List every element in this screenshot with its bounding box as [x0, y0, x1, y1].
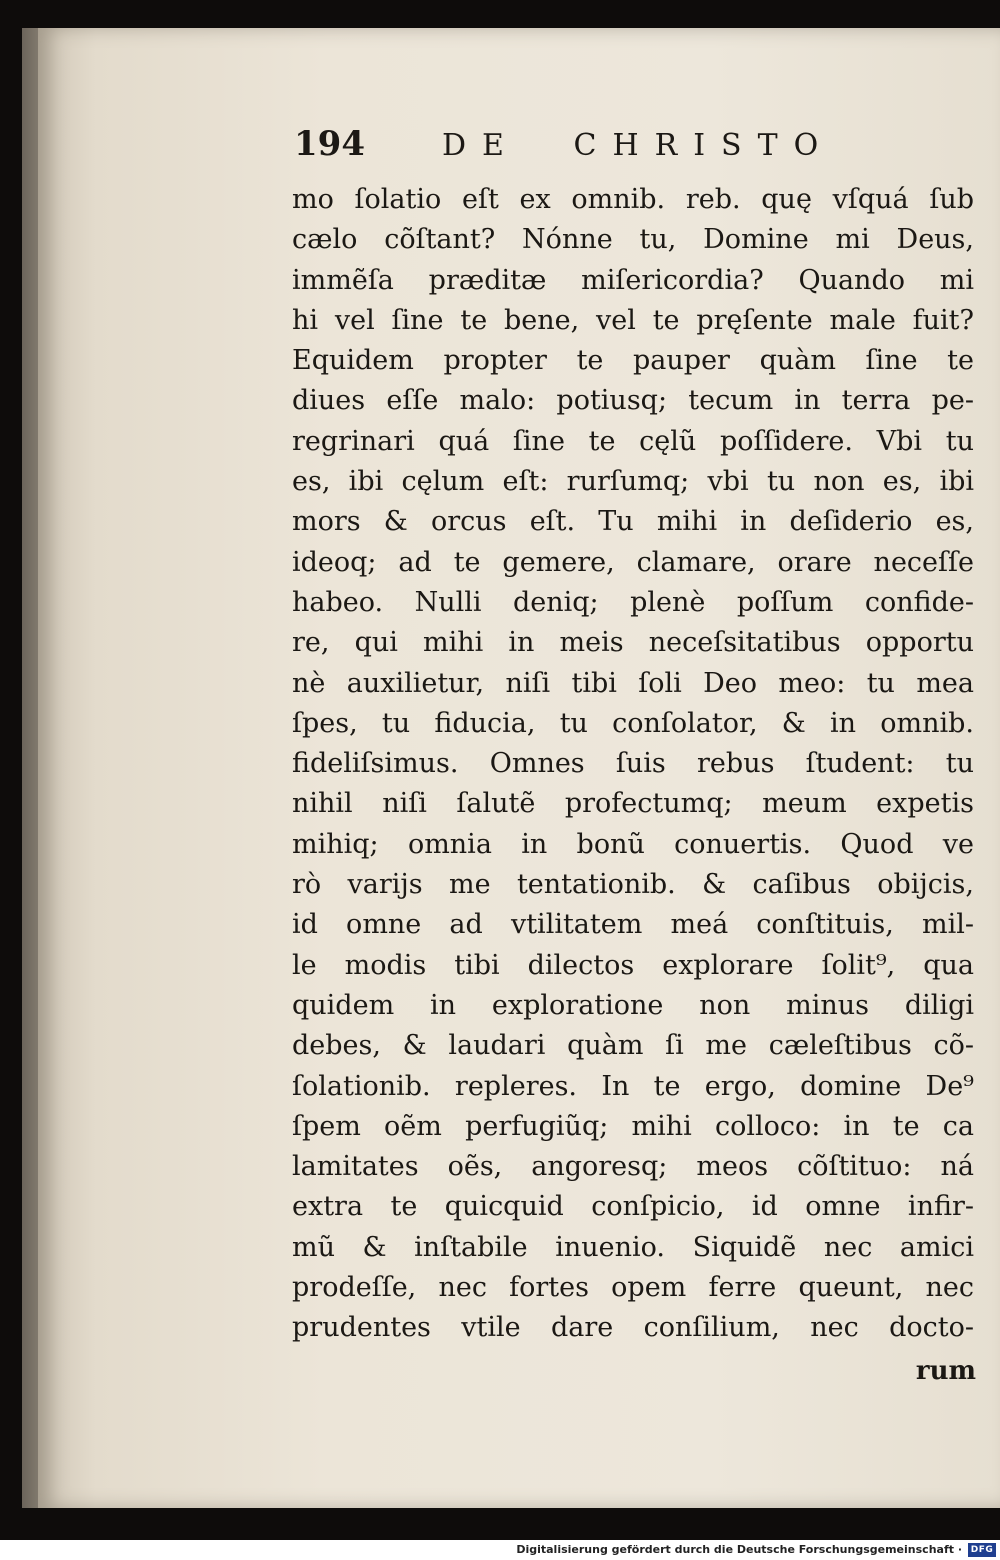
- text-line: re, qui mihi in meis neceſsitatibus opportu: [292, 627, 974, 659]
- text-block: [284, 124, 978, 1393]
- text-line: debes, & laudari quàm ſi me cæleſtibus cõ-: [292, 1030, 974, 1062]
- text-line: extra te quicquid conſpicio, id omne infir-: [292, 1191, 974, 1223]
- text-line: nè auxilietur, niſi tibi ſoli Deo meo: tu mea: [292, 667, 974, 699]
- funding-credit: Digitalisierung gefördert durch die Deutsche Forschungsgemeinschaft ·: [516, 1543, 962, 1556]
- catchword: rum: [915, 1355, 976, 1386]
- text-line: diues eſſe malo: potiusq; tecum in terra pe-: [292, 385, 974, 417]
- text-line: ſpes, tu fiducia, tu conſolator, & in omnib.: [292, 707, 974, 739]
- running-title: DE CHRISTO: [442, 128, 835, 163]
- text-line: regrinari quá ſine te cęlũ poſſidere. Vbi tu: [292, 425, 974, 457]
- text-line: prudentes vtile dare conſilium, nec docto-: [292, 1312, 974, 1344]
- page-number: 194: [294, 124, 365, 164]
- book-page: [38, 28, 1000, 1508]
- text-line: Equidem propter te pauper quàm ſine te: [292, 345, 974, 377]
- digitization-footer: [0, 1540, 1000, 1560]
- text-line: ſolationib. repleres. In te ergo, domine De⁹: [292, 1070, 974, 1102]
- text-line: mors & orcus eſt. Tu mihi in deſiderio es,: [292, 506, 974, 538]
- running-head: [284, 124, 978, 180]
- text-line: mũ & inſtabile inuenio. Siquidẽ nec amici: [292, 1231, 974, 1263]
- body-text: [284, 180, 978, 1349]
- text-line: cælo cõſtant? Nónne tu, Domine mi Deus,: [292, 224, 974, 256]
- text-line: quidem in exploratione non minus diligi: [292, 989, 974, 1021]
- text-line: mihiq; omnia in bonũ conuertis. Quod ve: [292, 828, 974, 860]
- text-line: habeo. Nulli deniq; plenè poſſum confide-: [292, 586, 974, 618]
- text-line: immẽſa præditæ miſericordia? Quando mi: [292, 264, 974, 296]
- text-line: id omne ad vtilitatem meá conſtituis, mil-: [292, 909, 974, 941]
- text-line: es, ibi cęlum eſt: rurſumq; vbi tu non es, ibi: [292, 466, 974, 498]
- text-line: nihil niſi ſalutẽ profectumq; meum expetis: [292, 788, 974, 820]
- text-line: ideoq; ad te gemere, clamare, orare neceſſe: [292, 546, 974, 578]
- text-line: hi vel ſine te bene, vel te pręſente male fuit?: [292, 304, 974, 336]
- text-line: rò varijs me tentationib. & caſibus obijcis,: [292, 869, 974, 901]
- text-line: mo ſolatio eſt ex omnib. reb. quę vſquá ſub: [292, 184, 974, 215]
- text-line: ſpem oẽm perfugiũq; mihi colloco: in te ca: [292, 1110, 974, 1142]
- text-line: fideliſsimus. Omnes ſuis rebus ſtudent: tu: [292, 748, 974, 780]
- text-line: prodeſſe, nec fortes opem ferre queunt, nec: [292, 1272, 974, 1304]
- dfg-logo-icon: DFG: [968, 1543, 996, 1557]
- text-line: le modis tibi dilectos explorare ſolit⁹, qua: [292, 949, 974, 981]
- text-line: lamitates oẽs, angoresq; meos cõſtituo: ná: [292, 1151, 974, 1183]
